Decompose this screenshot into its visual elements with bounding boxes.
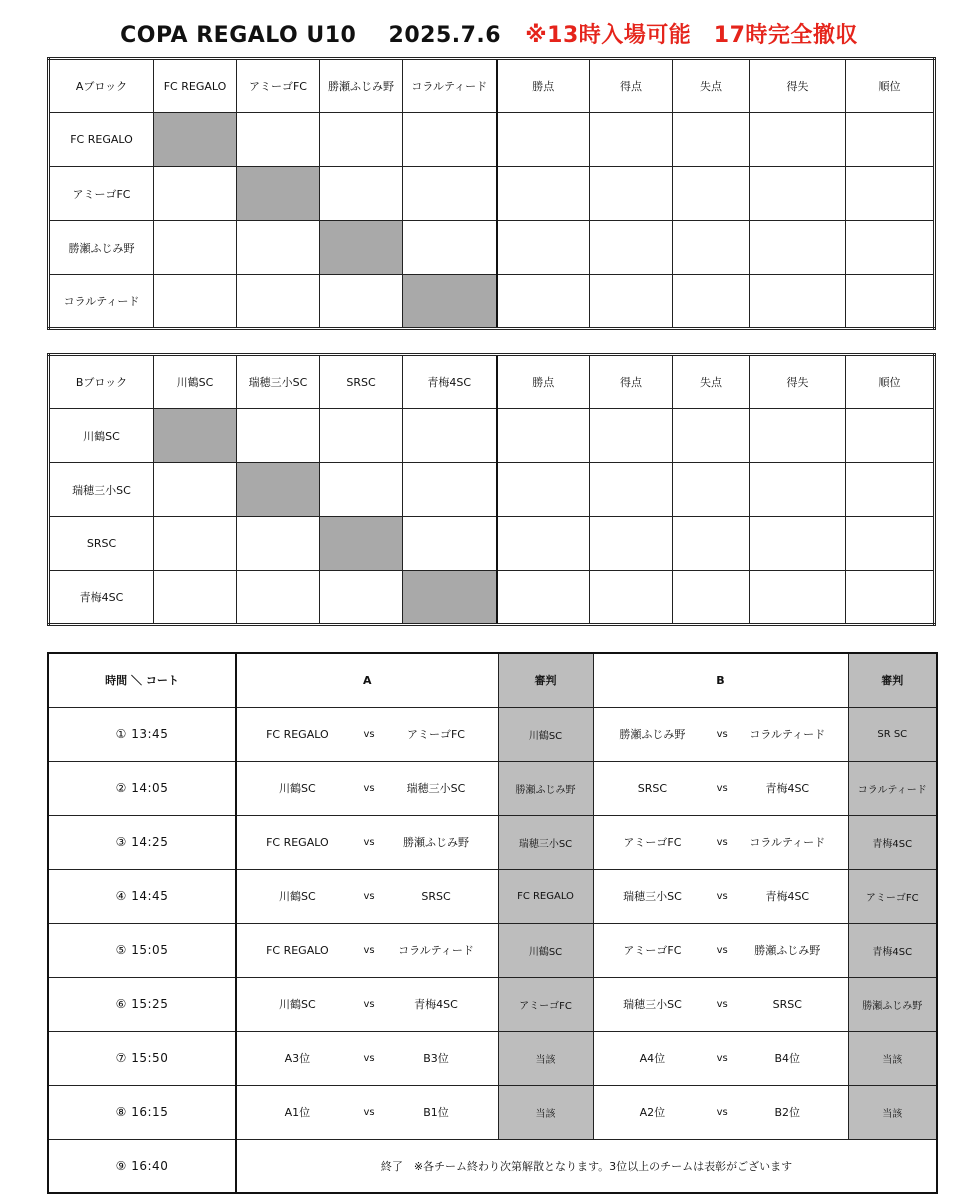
result-cell: [237, 113, 320, 167]
versus-label: vs: [716, 998, 728, 1010]
referee-b: 青梅4SC: [848, 923, 937, 977]
result-cell: [154, 221, 237, 275]
match-time: ① 13:45: [48, 707, 236, 761]
versus-label: vs: [363, 890, 375, 902]
opponent-header: 瑞穂三小SC: [237, 355, 320, 409]
stat-cell: [497, 167, 590, 221]
opponent-header: FC REGALO: [154, 59, 237, 113]
stat-cell: [673, 463, 750, 517]
home-team: アミーゴFC: [623, 836, 682, 849]
home-team: FC REGALO: [266, 727, 329, 741]
match-row: [48, 707, 937, 761]
stat-header: 得失: [750, 355, 846, 409]
home-team: 瑞穂三小SC: [623, 890, 682, 903]
home-team: A1位: [284, 1106, 311, 1119]
result-cell: [320, 409, 403, 463]
versus-label: vs: [716, 782, 728, 794]
match-time: ⑥ 15:25: [48, 977, 236, 1031]
stat-cell: [497, 275, 590, 329]
stat-cell: [846, 409, 935, 463]
result-cell: [154, 463, 237, 517]
match-row: [48, 815, 937, 869]
court-a-match: [236, 923, 498, 977]
referee-a: 当該: [498, 1031, 593, 1085]
match-time: ⑧ 16:15: [48, 1085, 236, 1139]
stat-cell: [673, 113, 750, 167]
home-team: FC REGALO: [266, 835, 329, 849]
result-cell: [403, 167, 497, 221]
home-team: A2位: [639, 1106, 666, 1119]
versus-label: vs: [363, 1052, 375, 1064]
matchup: [594, 942, 848, 958]
result-cell: [154, 167, 237, 221]
versus-label: vs: [363, 944, 375, 956]
versus-label: vs: [363, 998, 375, 1010]
referee-b: 青梅4SC: [848, 815, 937, 869]
result-cell: [154, 275, 237, 329]
matchup: [594, 780, 848, 796]
court-b-match: [593, 923, 848, 977]
referee-a: 瑞穂三小SC: [498, 815, 593, 869]
away-team: コラルティード: [749, 836, 826, 849]
final-time: ⑨ 16:40: [48, 1139, 236, 1193]
matchup: [237, 888, 498, 904]
self-match-cell: [320, 517, 403, 571]
away-team: 瑞穂三小SC: [406, 782, 466, 795]
result-cell: [403, 517, 497, 571]
tournament-name: COPA REGALO U10: [120, 23, 357, 48]
versus-label: vs: [363, 836, 375, 848]
versus-label: vs: [363, 728, 375, 740]
opponent-header: コラルティード: [403, 59, 497, 113]
stat-header: 順位: [846, 59, 935, 113]
home-team: アミーゴFC: [623, 944, 682, 957]
home-team: 瑞穂三小SC: [623, 998, 682, 1011]
team-name: コラルティード: [49, 275, 154, 329]
home-team: 川鶴SC: [279, 998, 316, 1011]
away-team: B3位: [423, 1052, 449, 1065]
stat-cell: [846, 571, 935, 625]
matchup: [594, 996, 848, 1012]
stat-cell: [590, 275, 673, 329]
matchup: [594, 888, 848, 904]
team-row: [49, 113, 935, 167]
result-cell: [320, 167, 403, 221]
matchup: [594, 726, 848, 742]
block-header-row: [49, 59, 935, 113]
home-team: 勝瀬ふじみ野: [619, 728, 686, 741]
match-time: ④ 14:45: [48, 869, 236, 923]
opponent-header: 勝瀬ふじみ野: [320, 59, 403, 113]
matchup: [237, 996, 498, 1012]
result-cell: [237, 409, 320, 463]
referee-a: 川鶴SC: [498, 707, 593, 761]
stat-cell: [673, 275, 750, 329]
referee-a: 当該: [498, 1085, 593, 1139]
versus-label: vs: [716, 890, 728, 902]
stat-cell: [673, 409, 750, 463]
result-cell: [237, 571, 320, 625]
team-name: 瑞穂三小SC: [49, 463, 154, 517]
result-cell: [403, 463, 497, 517]
stat-cell: [590, 113, 673, 167]
referee-a: 勝瀬ふじみ野: [498, 761, 593, 815]
self-match-cell: [237, 167, 320, 221]
versus-label: vs: [716, 836, 728, 848]
court-b-match: [593, 707, 848, 761]
court-a-match: [236, 977, 498, 1031]
away-team: 勝瀬ふじみ野: [754, 944, 821, 957]
home-team: SRSC: [637, 781, 668, 795]
home-team: A4位: [639, 1052, 666, 1065]
court-b-match: [593, 761, 848, 815]
away-team: 青梅4SC: [765, 782, 810, 795]
referee-a: 川鶴SC: [498, 923, 593, 977]
team-row: [49, 221, 935, 275]
stat-cell: [750, 517, 846, 571]
versus-label: vs: [363, 1106, 375, 1118]
referee-b: コラルティード: [848, 761, 937, 815]
versus-label: vs: [716, 1106, 728, 1118]
stat-cell: [673, 167, 750, 221]
result-cell: [237, 275, 320, 329]
referee-b: 勝瀬ふじみ野: [848, 977, 937, 1031]
match-row: [48, 869, 937, 923]
result-cell: [320, 463, 403, 517]
stat-cell: [750, 275, 846, 329]
result-cell: [403, 221, 497, 275]
team-row: [49, 409, 935, 463]
away-team: SRSC: [772, 997, 802, 1011]
away-team: SRSC: [421, 889, 451, 903]
match-schedule-table: [47, 652, 938, 1194]
stat-cell: [750, 221, 846, 275]
court-a-match: [236, 707, 498, 761]
stat-cell: [846, 221, 935, 275]
time-court-header: 時間 ＼ コート: [48, 653, 236, 707]
matchup: [594, 1050, 848, 1066]
team-name: FC REGALO: [49, 113, 154, 167]
block-header-row: [49, 355, 935, 409]
court-b-match: [593, 815, 848, 869]
court-a-match: [236, 761, 498, 815]
match-time: ② 14:05: [48, 761, 236, 815]
opponent-header: 川鶴SC: [154, 355, 237, 409]
team-name: 川鶴SC: [49, 409, 154, 463]
stat-cell: [846, 463, 935, 517]
match-row: [48, 1085, 937, 1139]
stat-cell: [846, 167, 935, 221]
referee-a: アミーゴFC: [498, 977, 593, 1031]
away-team: 青梅4SC: [414, 998, 458, 1011]
away-team: B2位: [774, 1106, 801, 1119]
referee-b: 当該: [848, 1085, 937, 1139]
block-label: Bブロック: [49, 355, 154, 409]
stat-cell: [590, 409, 673, 463]
result-cell: [403, 409, 497, 463]
stat-cell: [750, 113, 846, 167]
court-b-match: [593, 977, 848, 1031]
court-a-match: [236, 1031, 498, 1085]
away-team: B4位: [774, 1052, 801, 1065]
away-team: 青梅4SC: [765, 890, 810, 903]
home-team: A3位: [284, 1052, 311, 1065]
schedule-header-row: [48, 653, 937, 707]
team-name: アミーゴFC: [49, 167, 154, 221]
home-team: FC REGALO: [266, 943, 329, 957]
team-row: [49, 571, 935, 625]
matchup: [237, 1104, 498, 1120]
final-row: [48, 1139, 937, 1193]
stat-header: 勝点: [497, 355, 590, 409]
court-b-header: B: [593, 653, 848, 707]
referee-a-header: 審判: [498, 653, 593, 707]
stat-cell: [590, 571, 673, 625]
self-match-cell: [154, 409, 237, 463]
result-cell: [154, 571, 237, 625]
opponent-header: SRSC: [320, 355, 403, 409]
result-cell: [403, 113, 497, 167]
stat-cell: [497, 517, 590, 571]
matchup: [237, 780, 498, 796]
team-name: 勝瀬ふじみ野: [49, 221, 154, 275]
match-row: [48, 923, 937, 977]
stat-cell: [497, 221, 590, 275]
court-a-match: [236, 815, 498, 869]
stat-cell: [497, 409, 590, 463]
home-team: 川鶴SC: [279, 890, 316, 903]
stat-header: 勝点: [497, 59, 590, 113]
versus-label: vs: [716, 728, 728, 740]
stat-cell: [497, 113, 590, 167]
closing-note: 終了 ※各チーム終わり次第解散となります。3位以上のチームは表彰がございます: [236, 1139, 937, 1193]
result-cell: [320, 275, 403, 329]
self-match-cell: [154, 113, 237, 167]
team-row: [49, 463, 935, 517]
away-team: 勝瀬ふじみ野: [402, 836, 469, 849]
referee-b: アミーゴFC: [848, 869, 937, 923]
self-match-cell: [403, 571, 497, 625]
self-match-cell: [403, 275, 497, 329]
stat-cell: [673, 571, 750, 625]
matchup: [237, 942, 498, 958]
stat-cell: [590, 167, 673, 221]
court-b-match: [593, 1085, 848, 1139]
versus-label: vs: [716, 1052, 728, 1064]
matchup: [594, 1104, 848, 1120]
match-time: ③ 14:25: [48, 815, 236, 869]
away-team: B1位: [423, 1106, 449, 1119]
team-name: 青梅4SC: [49, 571, 154, 625]
team-row: [49, 517, 935, 571]
opponent-header: アミーゴFC: [237, 59, 320, 113]
result-cell: [320, 113, 403, 167]
match-time: ⑦ 15:50: [48, 1031, 236, 1085]
stat-cell: [750, 409, 846, 463]
stat-header: 順位: [846, 355, 935, 409]
team-row: [49, 167, 935, 221]
block-label: Aブロック: [49, 59, 154, 113]
result-cell: [154, 517, 237, 571]
stat-header: 失点: [673, 355, 750, 409]
stat-cell: [590, 463, 673, 517]
away-team: コラルティード: [749, 728, 826, 741]
block-a-table: [47, 57, 936, 330]
referee-a: FC REGALO: [498, 869, 593, 923]
result-cell: [237, 221, 320, 275]
matchup: [237, 726, 498, 742]
stat-cell: [846, 517, 935, 571]
team-name: SRSC: [49, 517, 154, 571]
stat-cell: [673, 517, 750, 571]
versus-label: vs: [363, 782, 375, 794]
stat-cell: [750, 463, 846, 517]
stat-cell: [846, 275, 935, 329]
stat-cell: [497, 463, 590, 517]
court-a-match: [236, 1085, 498, 1139]
page-title: [0, 18, 978, 49]
block-b-table: [47, 353, 936, 626]
court-b-match: [593, 1031, 848, 1085]
opponent-header: 青梅4SC: [403, 355, 497, 409]
self-match-cell: [320, 221, 403, 275]
court-b-match: [593, 869, 848, 923]
tournament-date: 2025.7.6: [388, 23, 502, 48]
away-team: アミーゴFC: [406, 728, 465, 741]
court-a-header: A: [236, 653, 498, 707]
matchup: [237, 1050, 498, 1066]
stat-header: 得点: [590, 355, 673, 409]
match-row: [48, 1031, 937, 1085]
stat-cell: [673, 221, 750, 275]
stat-cell: [590, 221, 673, 275]
referee-b-header: 審判: [848, 653, 937, 707]
match-row: [48, 761, 937, 815]
self-match-cell: [237, 463, 320, 517]
match-time: ⑤ 15:05: [48, 923, 236, 977]
away-team: コラルティード: [398, 944, 474, 957]
referee-b: 当該: [848, 1031, 937, 1085]
entry-note: ※13時入場可能 17時完全撤収: [525, 23, 858, 48]
result-cell: [237, 517, 320, 571]
home-team: 川鶴SC: [279, 782, 316, 795]
stat-cell: [590, 517, 673, 571]
match-row: [48, 977, 937, 1031]
matchup: [237, 834, 498, 850]
matchup: [594, 834, 848, 850]
stat-cell: [497, 571, 590, 625]
stat-cell: [750, 571, 846, 625]
referee-b: SR SC: [848, 707, 937, 761]
versus-label: vs: [716, 944, 728, 956]
stat-header: 失点: [673, 59, 750, 113]
court-a-match: [236, 869, 498, 923]
stat-header: 得点: [590, 59, 673, 113]
stat-header: 得失: [750, 59, 846, 113]
result-cell: [320, 571, 403, 625]
team-row: [49, 275, 935, 329]
stat-cell: [750, 167, 846, 221]
stat-cell: [846, 113, 935, 167]
